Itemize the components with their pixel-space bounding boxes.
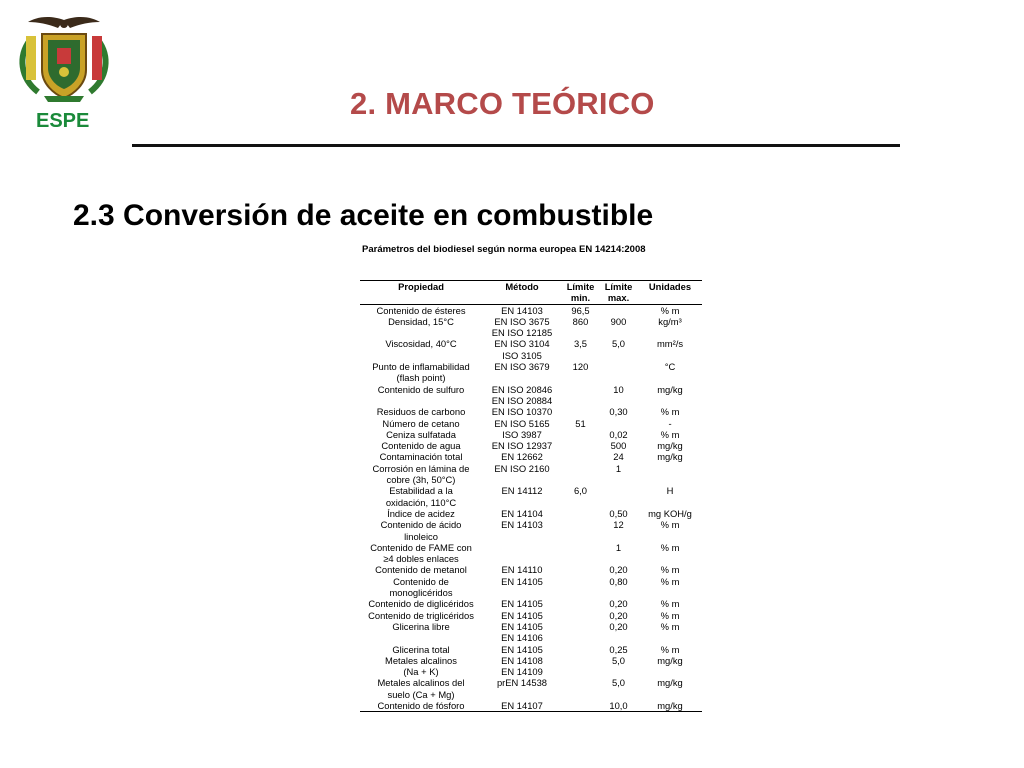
cell-limite-max: 0,50 bbox=[609, 507, 628, 519]
table-row bbox=[360, 598, 702, 609]
cell-unidades: mg/kg bbox=[657, 451, 683, 463]
cell-limite-min: 860 bbox=[572, 315, 589, 327]
cell-limite-max: 900 bbox=[610, 315, 627, 327]
cell-unidades: % m bbox=[660, 541, 680, 553]
table-row bbox=[360, 621, 702, 644]
cell-unidades: - bbox=[668, 417, 672, 429]
cell-unidades: mg/kg bbox=[638, 700, 702, 712]
cell-limite-min bbox=[562, 576, 599, 599]
table-row bbox=[360, 406, 702, 417]
coat-of-arms-icon bbox=[8, 12, 120, 104]
cell-metodo: EN ISO 20846 EN ISO 20884 bbox=[491, 383, 553, 406]
table-row bbox=[360, 451, 702, 462]
table-row bbox=[360, 440, 702, 451]
cell-limite-min bbox=[562, 621, 599, 644]
cell-limite-min bbox=[562, 700, 599, 712]
slide-subtitle: 2.3 Conversión de aceite en combustible bbox=[73, 199, 654, 232]
cell-limite-max bbox=[599, 361, 638, 384]
cell-limite-min bbox=[562, 655, 599, 678]
cell-limite-min bbox=[562, 677, 599, 700]
cell-unidades: % m bbox=[660, 643, 680, 655]
cell-limite-max bbox=[599, 418, 638, 429]
cell-metodo: EN ISO 3104 ISO 3105 bbox=[494, 338, 550, 361]
header-limite-min: Límite min. bbox=[562, 281, 599, 305]
cell-metodo: EN 14110 bbox=[501, 564, 543, 576]
cell-limite-min: 3,5 bbox=[573, 338, 588, 350]
espe-logo bbox=[8, 12, 120, 104]
cell-limite-max: 0,30 bbox=[609, 406, 628, 418]
cell-limite-min bbox=[562, 598, 599, 609]
table-row bbox=[360, 576, 702, 599]
table-row bbox=[360, 644, 702, 655]
cell-metodo: EN 14105 bbox=[501, 609, 543, 621]
cell-metodo bbox=[482, 542, 562, 565]
cell-limite-max: 10 bbox=[613, 383, 624, 395]
cell-unidades: H bbox=[666, 485, 674, 497]
header-unidades: Unidades bbox=[638, 281, 702, 305]
cell-limite-min bbox=[562, 542, 599, 565]
cell-propiedad: Estabilidad a la oxidación, 110°C bbox=[385, 485, 457, 508]
table-row bbox=[360, 485, 702, 508]
cell-unidades: % m bbox=[660, 609, 680, 621]
cell-metodo: EN 14105 bbox=[501, 643, 543, 655]
cell-unidades: mg/kg bbox=[657, 440, 683, 452]
cell-metodo: ISO 3987 bbox=[502, 428, 542, 440]
cell-propiedad: Metales alcalinos del suelo (Ca + Mg) bbox=[377, 677, 465, 700]
cell-metodo: EN 14103 bbox=[501, 304, 543, 316]
header-propiedad: Propiedad bbox=[360, 281, 482, 305]
cell-metodo: EN ISO 2160 bbox=[494, 462, 550, 474]
cell-metodo: EN 14105 EN 14106 bbox=[501, 620, 543, 644]
cell-metodo: EN 12662 bbox=[501, 451, 543, 463]
cell-propiedad: Número de cetano bbox=[382, 417, 460, 429]
cell-limite-max: 0,25 bbox=[609, 643, 628, 655]
table-row bbox=[360, 655, 702, 678]
table-row bbox=[360, 418, 702, 429]
cell-limite-min bbox=[562, 508, 599, 519]
title-divider bbox=[132, 144, 900, 147]
table-row bbox=[360, 463, 702, 486]
cell-limite-min bbox=[562, 451, 599, 462]
cell-limite-min bbox=[562, 610, 599, 621]
cell-unidades: % m bbox=[660, 598, 680, 610]
cell-metodo: EN ISO 5165 bbox=[494, 417, 550, 429]
cell-propiedad: Contenido de fósforo bbox=[360, 700, 482, 712]
cell-unidades: mg/kg bbox=[657, 677, 683, 689]
table-row bbox=[360, 519, 702, 542]
cell-limite-max: 1 bbox=[615, 462, 622, 474]
cell-limite-min bbox=[562, 463, 599, 486]
cell-limite-max: 500 bbox=[610, 440, 627, 452]
cell-limite-max: 0,20 bbox=[609, 598, 628, 610]
cell-unidades: % m bbox=[660, 304, 680, 316]
cell-unidades: % m bbox=[660, 519, 680, 531]
cell-limite-max: 0,20 bbox=[609, 609, 628, 621]
cell-propiedad: Glicerina total bbox=[392, 643, 450, 655]
cell-propiedad: Índice de acidez bbox=[387, 507, 455, 519]
table-row bbox=[360, 610, 702, 621]
table-body bbox=[360, 304, 702, 712]
cell-propiedad: Viscosidad, 40°C bbox=[385, 338, 457, 350]
cell-unidades: kg/m³ bbox=[658, 315, 682, 327]
cell-metodo: EN ISO 10370 bbox=[491, 406, 553, 418]
cell-metodo: EN ISO 3675 EN ISO 12185 bbox=[491, 315, 553, 339]
cell-metodo: EN 14107 bbox=[482, 700, 562, 712]
cell-propiedad: Contenido de FAME con ≥4 dobles enlaces bbox=[370, 541, 472, 565]
cell-unidades: % m bbox=[660, 406, 680, 418]
cell-limite-max: 1 bbox=[615, 541, 622, 553]
cell-unidades: mg/kg bbox=[657, 654, 683, 666]
cell-limite-min: 120 bbox=[572, 361, 589, 373]
cell-propiedad: Contenido de agua bbox=[381, 440, 461, 452]
cell-propiedad: Contenido de triglicéridos bbox=[368, 609, 474, 621]
header-metodo: Método bbox=[482, 281, 562, 305]
cell-propiedad: Glicerina libre bbox=[392, 620, 450, 632]
biodiesel-parameters-table bbox=[360, 244, 702, 712]
cell-propiedad: Corrosión en lámina de cobre (3h, 50°C) bbox=[372, 462, 470, 486]
table-row bbox=[360, 677, 702, 700]
cell-metodo: EN ISO 3679 bbox=[494, 361, 550, 373]
cell-metodo: EN 14105 bbox=[501, 575, 543, 587]
cell-propiedad: Punto de inflamabilidad (flash point) bbox=[372, 361, 470, 384]
cell-limite-min bbox=[562, 440, 599, 451]
cell-limite-max bbox=[599, 485, 638, 508]
cell-metodo: prEN 14538 bbox=[496, 677, 548, 689]
cell-propiedad: Contenido de diglicéridos bbox=[368, 598, 474, 610]
cell-unidades: mg KOH/g bbox=[648, 507, 692, 519]
section-title: 2. MARCO TEÓRICO bbox=[350, 86, 655, 121]
cell-limite-min bbox=[562, 406, 599, 417]
cell-unidades bbox=[638, 463, 702, 486]
cell-limite-max: 0,02 bbox=[609, 428, 628, 440]
cell-unidades: mm²/s bbox=[656, 338, 684, 350]
cell-unidades: °C bbox=[664, 361, 676, 373]
table-row bbox=[360, 338, 702, 361]
cell-limite-min: 51 bbox=[575, 417, 586, 429]
parameters-table bbox=[360, 280, 702, 712]
table-row bbox=[360, 429, 702, 440]
cell-limite-max: 0,80 bbox=[609, 575, 628, 587]
cell-limite-max: 12 bbox=[613, 519, 624, 531]
cell-limite-max: 0,20 bbox=[609, 620, 628, 632]
logo-label: ESPE bbox=[36, 110, 90, 132]
cell-limite-max: 0,20 bbox=[609, 564, 628, 576]
cell-limite-min: 6,0 bbox=[573, 485, 588, 497]
cell-unidades: % m bbox=[660, 564, 680, 576]
cell-unidades: % m bbox=[660, 575, 680, 587]
cell-limite-max: 5,0 bbox=[611, 654, 626, 666]
cell-propiedad: Contenido de sulfuro bbox=[377, 383, 465, 395]
cell-metodo: EN ISO 12937 bbox=[491, 440, 553, 452]
cell-propiedad: Contaminación total bbox=[379, 451, 463, 463]
cell-limite-min bbox=[562, 644, 599, 655]
cell-limite-max: 10,0 bbox=[599, 700, 638, 712]
table-row bbox=[360, 384, 702, 407]
cell-metodo: EN 14103 bbox=[501, 519, 543, 531]
cell-limite-min bbox=[562, 429, 599, 440]
cell-propiedad: Contenido de metanol bbox=[375, 564, 467, 576]
cell-limite-min bbox=[562, 384, 599, 407]
cell-metodo: EN 14104 bbox=[501, 507, 543, 519]
table-row bbox=[360, 508, 702, 519]
cell-limite-max: 5,0 bbox=[611, 677, 626, 689]
table-row bbox=[360, 316, 702, 339]
cell-propiedad: Residuos de carbono bbox=[376, 406, 466, 418]
cell-metodo: EN 14108 EN 14109 bbox=[501, 654, 543, 678]
table-row bbox=[360, 304, 702, 316]
table-row bbox=[360, 564, 702, 575]
cell-propiedad: Contenido de ácido linoleico bbox=[380, 519, 462, 542]
cell-propiedad: Ceniza sulfatada bbox=[386, 428, 456, 440]
cell-propiedad: Densidad, 15°C bbox=[388, 315, 454, 327]
table-row bbox=[360, 361, 702, 384]
table-header-row bbox=[360, 281, 702, 305]
cell-limite-max: 24 bbox=[613, 451, 624, 463]
cell-limite-min: 96,5 bbox=[571, 304, 590, 316]
cell-unidades: % m bbox=[660, 620, 680, 632]
table-row bbox=[360, 700, 702, 712]
cell-propiedad: Contenido de monoglicéridos bbox=[389, 575, 453, 599]
table-caption: Parámetros del biodiesel según norma europea EN 14214:2008 bbox=[362, 244, 646, 255]
header-limite-max: Límite max. bbox=[599, 281, 638, 305]
cell-metodo: EN 14112 bbox=[501, 485, 543, 497]
cell-limite-min bbox=[562, 564, 599, 575]
cell-propiedad: Contenido de ésteres bbox=[376, 304, 466, 316]
cell-limite-min bbox=[562, 519, 599, 542]
cell-metodo: EN 14105 bbox=[501, 598, 543, 610]
cell-propiedad: Metales alcalinos (Na + K) bbox=[385, 654, 457, 678]
cell-limite-max bbox=[599, 304, 638, 316]
table-row bbox=[360, 542, 702, 565]
cell-unidades: % m bbox=[660, 428, 680, 440]
cell-limite-max: 5,0 bbox=[611, 338, 626, 350]
cell-unidades: mg/kg bbox=[657, 383, 683, 395]
